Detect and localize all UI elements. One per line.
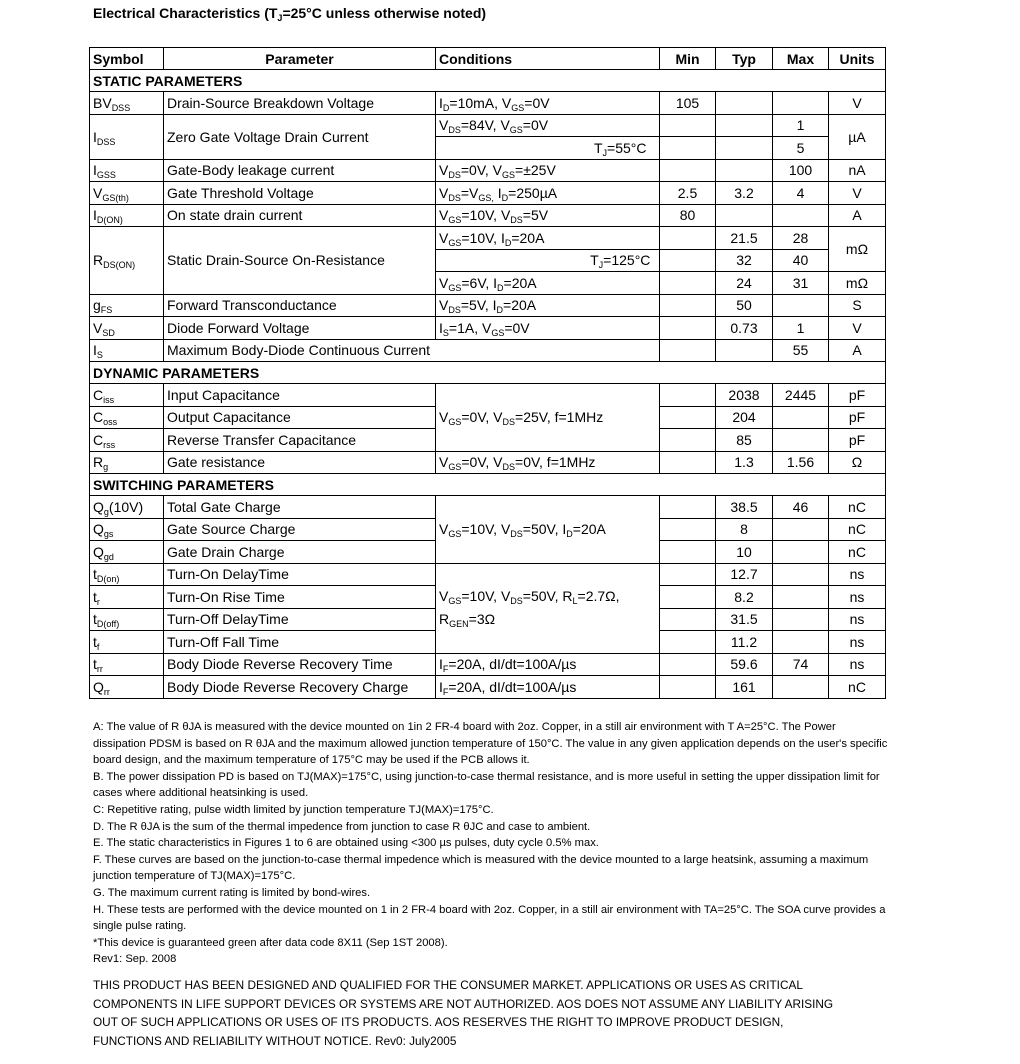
typ-value: 0.73	[716, 317, 773, 340]
disclaimer	[93, 976, 893, 1050]
table-row	[90, 563, 886, 586]
table-row	[90, 114, 886, 137]
footnotes	[93, 719, 888, 968]
unit: ns	[829, 653, 886, 676]
parameter: Gate resistance	[164, 451, 436, 474]
note-revision: Rev1: Sep. 2008	[93, 953, 177, 966]
symbol: $t_r$	[90, 586, 164, 609]
table-row	[90, 451, 886, 474]
typ-value: 3.2	[716, 182, 773, 205]
unit: pF	[829, 406, 886, 429]
condition: $V_{GS}=6V$, $I_D=20A$	[436, 272, 660, 295]
table-header-row	[90, 48, 886, 70]
note-e: E. The static characteristics in Figures 1 to 6 are obtained using <300 µs pulses, duty cycle 0.5% max.	[93, 837, 599, 850]
symbol: $V_{SD}$	[90, 317, 164, 340]
parameter: Diode Forward Voltage	[164, 317, 436, 340]
max-value: 4	[773, 182, 829, 205]
min-value: 80	[660, 204, 716, 227]
symbol: $t_{D(off)}$	[90, 608, 164, 631]
condition: $I_F=20A$, dI/dt=100A/µs	[436, 653, 660, 676]
table-row	[90, 653, 886, 676]
min-value: 2.5	[660, 182, 716, 205]
symbol: $C_{iss}$	[90, 384, 164, 407]
symbol: $I_{GSS}$	[90, 159, 164, 182]
header-conditions: Conditions	[436, 48, 660, 70]
note-g: G. The maximum current rating is limited by bond-wires.	[93, 886, 371, 899]
parameter: Body Diode Reverse Recovery Charge	[164, 676, 436, 699]
note-b: B. The power dissipation PD is based on TJ(MAX)=175°C, using junction-to-case thermal resistance, and is more useful in setting the upper dissipation limit for cases where additional heatsinking is used.	[93, 770, 880, 800]
table-row	[90, 384, 886, 407]
parameter: Forward Transconductance	[164, 294, 436, 317]
parameter: Maximum Body-Diode Continuous Current	[164, 339, 660, 362]
condition: $V_{DS}=0V$, $V_{GS}=\pm 25V$	[436, 159, 660, 182]
typ-value: 32	[716, 249, 773, 272]
header-units: Units	[829, 48, 886, 70]
unit: S	[829, 294, 886, 317]
section-static: STATIC PARAMETERS	[90, 70, 886, 92]
condition: $V_{GS}=10V$, $I_D=20A$	[436, 227, 582, 250]
typ-value: 8	[716, 518, 773, 541]
typ-value: 204	[716, 406, 773, 429]
note-c: C: Repetitive rating, pulse width limited by junction temperature TJ(MAX)=175°C.	[93, 803, 494, 816]
symbol: $t_{rr}$	[90, 653, 164, 676]
table-row	[90, 92, 886, 115]
unit: nA	[829, 159, 886, 182]
parameter: Total Gate Charge	[164, 496, 436, 519]
unit: Ω	[829, 451, 886, 474]
header-symbol: Symbol	[90, 48, 164, 70]
parameter: Zero Gate Voltage Drain Current	[164, 114, 436, 159]
typ-value: 11.2	[716, 631, 773, 654]
header-typ: Typ	[716, 48, 773, 70]
symbol: $R_{DS(ON)}$	[90, 227, 164, 295]
parameter: Gate-Body leakage current	[164, 159, 436, 182]
symbol: $Q_{gd}$	[90, 541, 164, 564]
note-h: H. These tests are performed with the device mounted on 1 in 2 FR-4 board with 2oz. Copper, in a still air environment with TA=25°C. The SOA curve provides a single pulse rating.	[93, 903, 886, 933]
typ-value: 8.2	[716, 586, 773, 609]
max-value: 2445	[773, 384, 829, 407]
unit: ns	[829, 608, 886, 631]
disclaimer-line: OUT OF SUCH APPLICATIONS OR USES OF ITS PRODUCTS. AOS RESERVES THE RIGHT TO IMPROVE PRODUCT DESIGN,	[93, 1015, 784, 1029]
parameter: On state drain current	[164, 204, 436, 227]
parameter: Static Drain-Source On-Resistance	[164, 227, 436, 295]
max-value: 55	[773, 339, 829, 362]
unit: V	[829, 317, 886, 340]
typ-value: 21.5	[716, 227, 773, 250]
section-switching: SWITCHING PARAMETERS	[90, 474, 886, 496]
max-value: 46	[773, 496, 829, 519]
unit: pF	[829, 429, 886, 452]
disclaimer-line: FUNCTIONS AND RELIABILITY WITHOUT NOTICE. Rev0: July2005	[93, 1033, 457, 1048]
note-f: F. These curves are based on the junction-to-case thermal impedence which is measured with the device mounted to a large heatsink, assuming a maximum junction temperature of TJ(MAX)=175°C.	[93, 853, 869, 883]
condition: $V_{DS}=V_{GS,}$ $I_D=250\mu A$	[436, 182, 660, 205]
condition: $I_F=20A$, dI/dt=100A/µs	[436, 676, 660, 699]
symbol: $Q_{gs}$	[90, 518, 164, 541]
symbol: $t_{D(on)}$	[90, 563, 164, 586]
max-value: 100	[773, 159, 829, 182]
table-row	[90, 294, 886, 317]
condition: $V_{DS}=5V$, $I_D=20A$	[436, 294, 660, 317]
typ-value: 50	[716, 294, 773, 317]
symbol: $g_{FS}$	[90, 294, 164, 317]
unit: mΩ	[829, 227, 886, 272]
header-parameter: Parameter	[164, 48, 436, 70]
typ-value: 24	[716, 272, 773, 295]
max-value: 1	[773, 317, 829, 340]
typ-value: 10	[716, 541, 773, 564]
unit: nC	[829, 676, 886, 699]
table-row	[90, 204, 886, 227]
unit: nC	[829, 496, 886, 519]
unit: A	[829, 339, 886, 362]
unit: µA	[829, 114, 886, 159]
symbol: $V_{GS(th)}$	[90, 182, 164, 205]
unit: V	[829, 92, 886, 115]
table-row	[90, 317, 886, 340]
table-row	[90, 159, 886, 182]
typ-value: 161	[716, 676, 773, 699]
disclaimer-line: THIS PRODUCT HAS BEEN DESIGNED AND QUALIFIED FOR THE CONSUMER MARKET. APPLICATIONS OR USES AS CRITICAL	[93, 978, 803, 992]
parameter: Gate Threshold Voltage	[164, 182, 436, 205]
condition: $V_{GS}=0V$, $V_{DS}=0V$, f=1MHz	[436, 451, 660, 474]
note-d: D. The R θJA is the sum of the thermal impedence from junction to case R θJC and case to ambient.	[93, 820, 591, 833]
max-value: 74	[773, 653, 829, 676]
symbol: $C_{oss}$	[90, 406, 164, 429]
condition: $V_{GS}=10V$, $V_{DS}=50V$, $I_D=20A$	[436, 496, 660, 564]
note-a: A: The value of R θJA is measured with the device mounted on 1in 2 FR-4 board with 2oz. Copper, in a still air environment with T A=25°C. The Power dissipation PDSM is based on R θJA and the maximum allowed junction temperature of 150°C. The value in any given application depends on the user's specific board design, and the maximum temperature of 175°C may be used if the PCB allows it.	[93, 721, 888, 767]
condition: $I_D=10mA$, $V_{GS}=0V$	[436, 92, 660, 115]
symbol: $Q_{rr}$	[90, 676, 164, 699]
max-value: 1	[773, 114, 829, 137]
parameter: Drain-Source Breakdown Voltage	[164, 92, 436, 115]
max-value: 40	[773, 249, 829, 272]
parameter: Turn-Off Fall Time	[164, 631, 436, 654]
parameter: Reverse Transfer Capacitance	[164, 429, 436, 452]
unit: ns	[829, 586, 886, 609]
unit: ns	[829, 631, 886, 654]
section-dynamic: DYNAMIC PARAMETERS	[90, 362, 886, 384]
condition-tj: $T_J=55^\circ C$	[582, 137, 660, 160]
symbol: $t_f$	[90, 631, 164, 654]
symbol: $C_{rss}$	[90, 429, 164, 452]
condition-tj: $T_J=125^\circ C$	[582, 249, 660, 272]
symbol: $BV_{DSS}$	[90, 92, 164, 115]
note-green: *This device is guaranteed green after data code 8X11 (Sep 1ST 2008).	[93, 936, 448, 949]
unit: mΩ	[829, 272, 886, 295]
table-row	[90, 496, 886, 519]
header-max: Max	[773, 48, 829, 70]
condition: $V_{GS}=0V$, $V_{DS}=25V$, f=1MHz	[436, 384, 660, 452]
typ-value: 12.7	[716, 563, 773, 586]
parameter: Turn-On DelayTime	[164, 563, 436, 586]
symbol: $I_{DSS}$	[90, 114, 164, 159]
table-row	[90, 676, 886, 699]
max-value: 28	[773, 227, 829, 250]
typ-value: 2038	[716, 384, 773, 407]
electrical-characteristics-table	[89, 47, 886, 699]
parameter: Turn-Off DelayTime	[164, 608, 436, 631]
min-value: 105	[660, 92, 716, 115]
parameter: Gate Drain Charge	[164, 541, 436, 564]
max-value: 1.56	[773, 451, 829, 474]
condition: $V_{GS}=10V$, $V_{DS}=50V$, $R_L=2.7\Omega$, $R_{GEN}=3\Omega$	[436, 563, 660, 653]
parameter: Output Capacitance	[164, 406, 436, 429]
disclaimer-line: COMPONENTS IN LIFE SUPPORT DEVICES OR SYSTEMS ARE NOT AUTHORIZED. AOS DOES NOT ASSUME ANY LIABILITY ARISING	[93, 996, 834, 1011]
parameter: Input Capacitance	[164, 384, 436, 407]
typ-value: 31.5	[716, 608, 773, 631]
unit: nC	[829, 518, 886, 541]
max-value: 5	[773, 137, 829, 160]
unit: nC	[829, 541, 886, 564]
table-row	[90, 339, 886, 362]
condition: $V_{DS}=84V$, $V_{GS}=0V$	[436, 114, 582, 137]
symbol: $I_{D(ON)}$	[90, 204, 164, 227]
symbol: $R_g$	[90, 451, 164, 474]
typ-value: 1.3	[716, 451, 773, 474]
table-row	[90, 227, 886, 250]
typ-value: 38.5	[716, 496, 773, 519]
unit: ns	[829, 563, 886, 586]
parameter: Gate Source Charge	[164, 518, 436, 541]
symbol: $I_S$	[90, 339, 164, 362]
typ-value: 85	[716, 429, 773, 452]
unit: A	[829, 204, 886, 227]
condition: $I_S=1A$, $V_{GS}=0V$	[436, 317, 660, 340]
max-value: 31	[773, 272, 829, 295]
parameter: Body Diode Reverse Recovery Time	[164, 653, 436, 676]
page-title: Electrical Characteristics ($T_J=25^\circ C$ unless otherwise noted)	[93, 5, 487, 23]
condition: $V_{GS}=10V$, $V_{DS}=5V$	[436, 204, 660, 227]
table-row	[90, 182, 886, 205]
symbol: $Q_g(10V)$	[90, 496, 164, 519]
unit: pF	[829, 384, 886, 407]
parameter: Turn-On Rise Time	[164, 586, 436, 609]
typ-value: 59.6	[716, 653, 773, 676]
unit: V	[829, 182, 886, 205]
header-min: Min	[660, 48, 716, 70]
